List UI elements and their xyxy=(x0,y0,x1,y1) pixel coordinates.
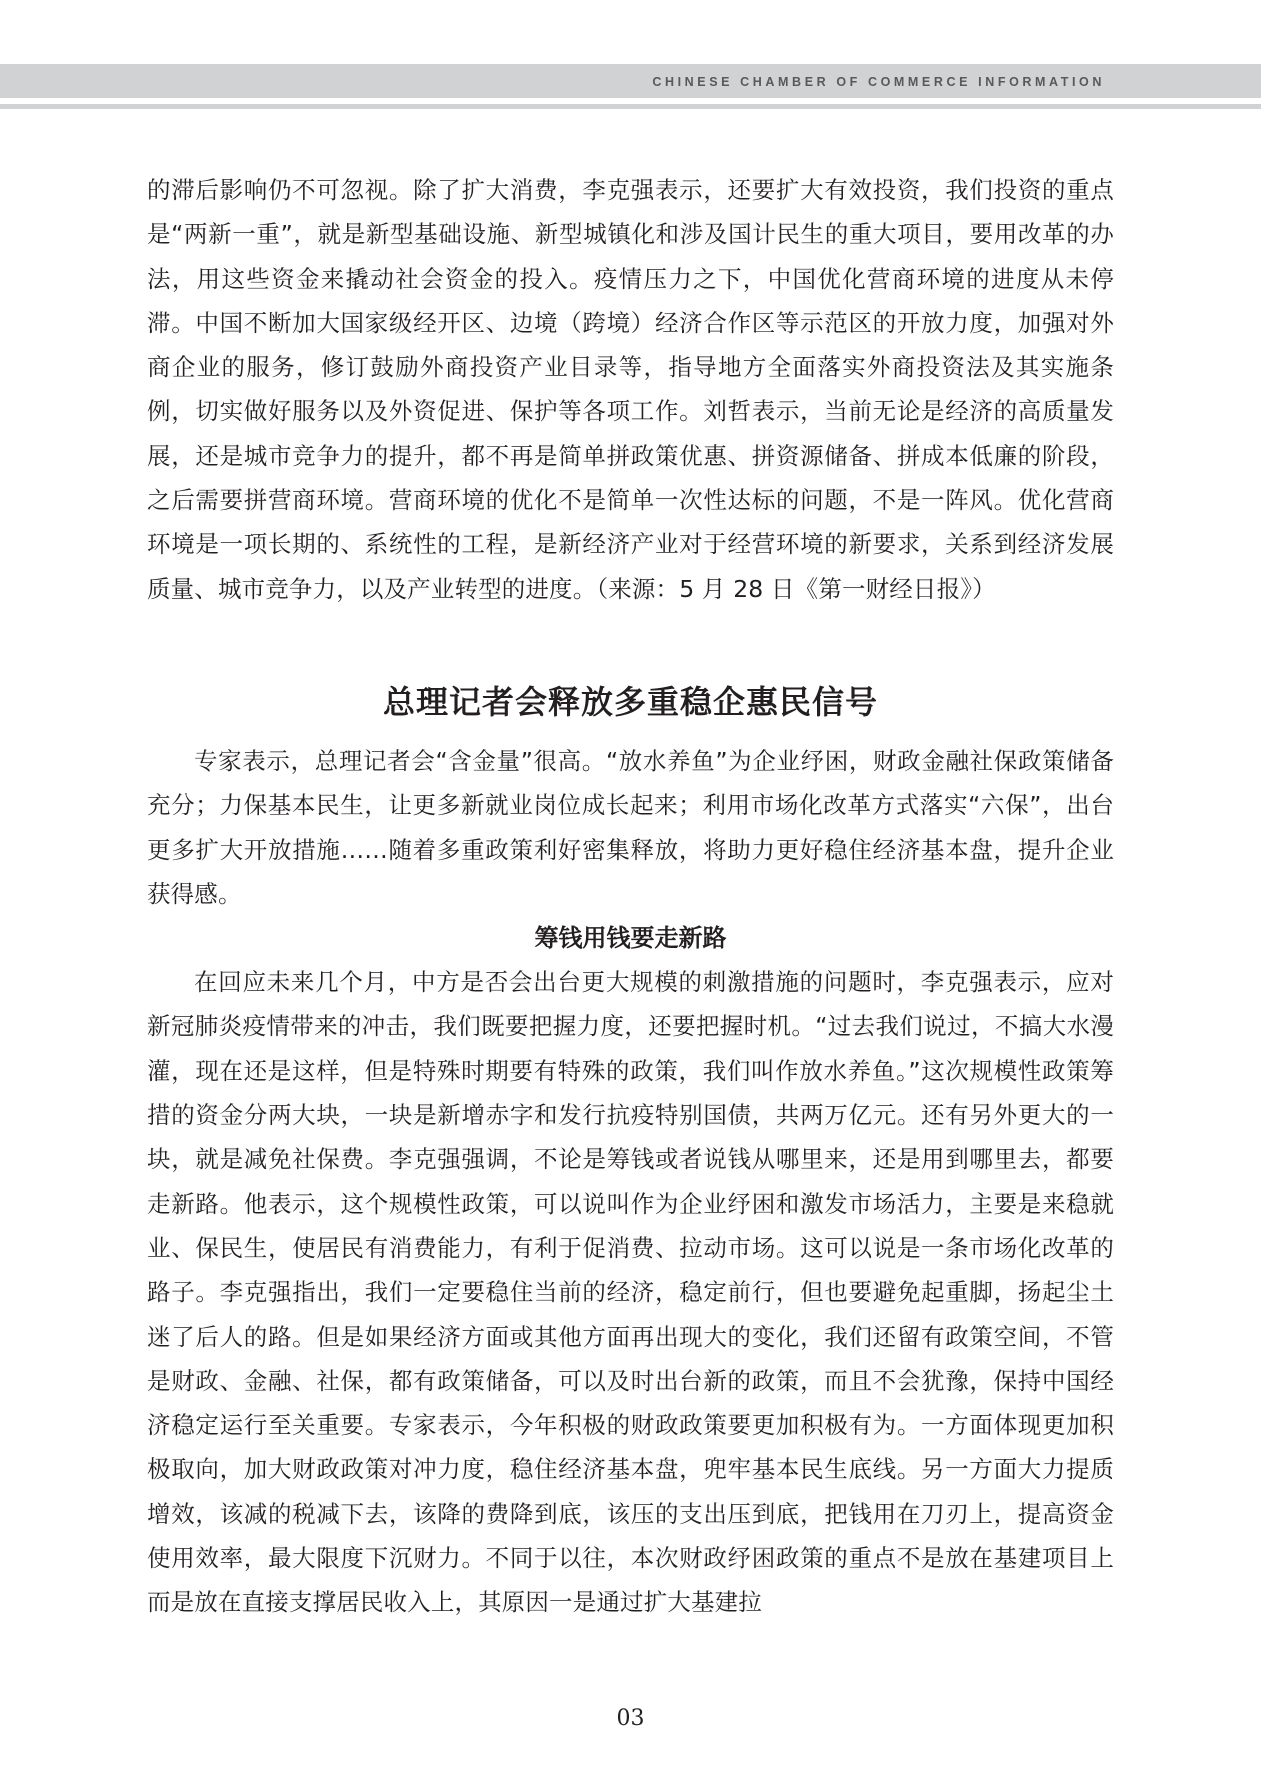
article-body: 在回应未来几个月，中方是否会出台更大规模的刺激措施的问题时，李克强表示，应对新冠肺炎疫情带来的冲击，我们既要把握力度，还要把握时机。“过去我们说过，不搞大水漫灌，现在还是这样，但是特殊时期要有特殊的政策，我们叫作放水养鱼。”这次规模性政策筹措的资金分两大块，一块是新增赤字和发行抗疫特别国债，共两万亿元。还有另外更大的一块，就是减免社保费。李克强强调，不论是筹钱或者说钱从哪里来，还是用到哪里去，都要走新路。他表示，这个规模性政策，可以说叫作为企业纾困和激发市场活力，主要是来稳就业、保民生，使居民有消费能力，有利于促消费、拉动市场。这可以说是一条市场化改革的路子。李克强指出，我们一定要稳住当前的经济，稳定前行，但也要避免起重脚，扬起尘土迷了后人的路。但是如果经济方面或其他方面再出现大的变化，我们还留有政策空间，不管是财政、金融、社保，都有政策储备，可以及时出台新的政策，而且不会犹豫，保持中国经济稳定运行至关重要。专家表示，今年积极的财政政策要更加积极有为。一方面体现更加积极取向，加大财政政策对冲力度，稳住经济基本盘，兜牢基本民生底线。另一方面大力提质增效，该减的税减下去，该降的费降到底，该压的支出压到底，把钱用在刀刃上，提高资金使用效率，最大限度下沉财力。不同于以往，本次财政纾困政策的重点不是放在基建项目上而是放在直接支撑居民收入上，其原因一是通过扩大基建拉 xyxy=(147,968,1114,1617)
page-content xyxy=(147,168,1114,1625)
page-number: 03 xyxy=(616,1706,645,1731)
running-header: CHINESE CHAMBER OF COMMERCE INFORMATION xyxy=(652,75,1105,89)
previous-article-paragraph: 的滞后影响仍不可忽视。除了扩大消费，李克强表示，还要扩大有效投资，我们投资的重点是“两新一重”，就是新型基础设施、新型城镇化和涉及国计民生的重大项目，要用改革的办法，用这些资金来撬动社会资金的投入。疫情压力之下，中国优化营商环境的进度从未停滞。中国不断加大国家级经开区、边境（跨境）经济合作区等示范区的开放力度，加强对外商企业的服务，修订鼓励外商投资产业目录等，指导地方全面落实外商投资法及其实施条例，切实做好服务以及外资促进、保护等各项工作。刘哲表示，当前无论是经济的高质量发展，还是城市竞争力的提升，都不再是简单拼政策优惠、拼资源储备、拼成本低廉的阶段，之后需要拼营商环境。营商环境的优化不是简单一次性达标的问题，不是一阵风。优化营商环境是一项长期的、系统性的工程，是新经济产业对于经营环境的新要求，关系到经济发展质量、城市竞争力，以及产业转型的进度。（来源：5 月 28 日《第一财经日报》） xyxy=(147,176,1114,603)
article-title: 总理记者会释放多重稳企惠民信号 xyxy=(382,682,878,721)
header-rule xyxy=(0,104,1261,109)
article-intro: 专家表示，总理记者会“含金量”很高。“放水养鱼”为企业纾困，财政金融社保政策储备充分；力保基本民生，让更多新就业岗位成长起来；利用市场化改革方式落实“六保”，出台更多扩大开放措施……随着多重政策利好密集释放，将助力更好稳住经济基本盘，提升企业获得感。 xyxy=(147,746,1114,908)
section-subheading: 筹钱用钱要走新路 xyxy=(534,924,727,953)
